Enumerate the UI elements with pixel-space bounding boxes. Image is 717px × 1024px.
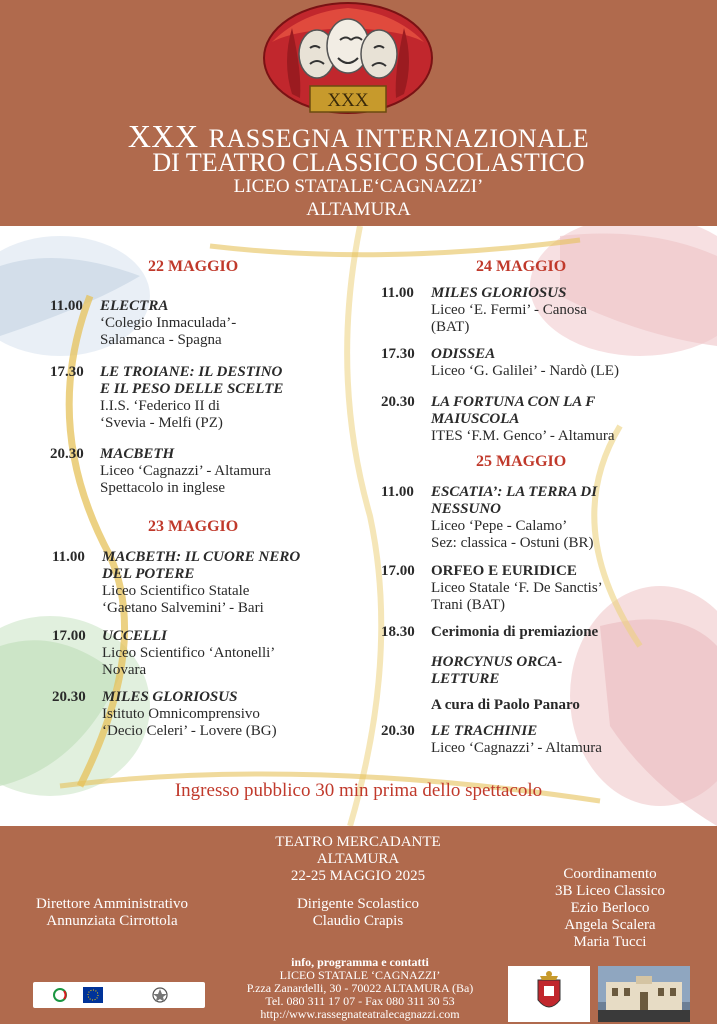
event-time: 17.30 bbox=[381, 346, 415, 362]
day-23-heading: 23 MAGGIO bbox=[148, 518, 239, 535]
event-title: ORFEO E EURIDICE bbox=[431, 563, 577, 579]
event-venue: Novara bbox=[102, 662, 147, 678]
event-venue: Liceo ‘Pepe - Calamo’ bbox=[431, 518, 568, 534]
event-title: HORCYNUS ORCA- bbox=[431, 654, 563, 670]
coordination-person: Angela Scalera bbox=[564, 917, 656, 933]
event-venue: Liceo ‘G. Galilei’ - Nardò (LE) bbox=[431, 363, 619, 379]
event-venue: I.I.S. ‘Federico II di bbox=[100, 398, 220, 414]
event-curator: A cura di Paolo Panaro bbox=[431, 697, 580, 713]
coordination-title: Coordinamento bbox=[563, 866, 657, 882]
event-time: 20.30 bbox=[381, 394, 415, 410]
venue-city: ALTAMURA bbox=[316, 851, 400, 867]
event-venue: ‘Decio Celeri’ - Lovere (BG) bbox=[102, 723, 277, 739]
sponsor-logos bbox=[33, 982, 205, 1008]
header-band bbox=[0, 0, 717, 226]
logo-text: XXX bbox=[327, 90, 369, 111]
festival-title-line2: DI TEATRO CLASSICO SCOLASTICO bbox=[152, 148, 585, 177]
event-venue: Liceo Scientifico Statale bbox=[102, 583, 250, 599]
venue-block bbox=[208, 834, 508, 885]
event-title: MACBETH bbox=[100, 446, 175, 462]
event-time: 17.00 bbox=[52, 628, 86, 644]
coordination-block bbox=[520, 866, 700, 951]
event-title: NESSUNO bbox=[431, 501, 502, 517]
event-time: 11.00 bbox=[381, 484, 414, 500]
info-website[interactable]: http://www.rassegnateatralecagnazzi.com bbox=[260, 1007, 460, 1021]
event-time: 17.30 bbox=[50, 364, 84, 380]
event-title: Cerimonia di premiazione bbox=[431, 624, 599, 640]
event-time: 18.30 bbox=[381, 624, 415, 640]
event-venue: Sez: classica - Ostuni (BR) bbox=[431, 535, 594, 551]
event-title: DEL POTERE bbox=[102, 566, 195, 582]
coesione-logo bbox=[36, 986, 72, 1004]
event-time: 11.00 bbox=[50, 298, 83, 314]
event-title: ESCATIA’: LA TERRA DI bbox=[431, 484, 598, 500]
event-title: UCCELLI bbox=[102, 628, 168, 644]
event-title: LE TRACHINIE bbox=[431, 723, 538, 739]
school-crest bbox=[508, 966, 590, 1022]
director-block bbox=[10, 896, 214, 930]
head-role: Dirigente Scolastico bbox=[296, 896, 420, 912]
school-building-photo bbox=[598, 966, 690, 1022]
day-25-heading: 25 MAGGIO bbox=[476, 453, 567, 470]
program-area bbox=[0, 226, 717, 826]
city-name: ALTAMURA bbox=[306, 199, 411, 220]
event-time: 11.00 bbox=[381, 285, 414, 301]
event-venue: Liceo ‘Cagnazzi’ - Altamura bbox=[100, 463, 271, 479]
head-name: Claudio Crapis bbox=[312, 913, 404, 929]
event-venue: Istituto Omnicomprensivo bbox=[102, 706, 260, 722]
festival-dates: 22-25 MAGGIO 2025 bbox=[290, 868, 426, 884]
event-title: E IL PESO DELLE SCELTE bbox=[100, 381, 284, 397]
event-title: LE TROIANE: IL DESTINO bbox=[100, 364, 283, 380]
theatre-masks-logo bbox=[262, 2, 434, 118]
contact-info bbox=[210, 956, 510, 1021]
event-note: Spettacolo in inglese bbox=[100, 480, 225, 496]
event-time: 20.30 bbox=[52, 689, 86, 705]
event-venue: (BAT) bbox=[431, 319, 470, 335]
event-title: MAIUSCOLA bbox=[431, 411, 520, 427]
coordination-class: 3B Liceo Classico bbox=[555, 883, 665, 899]
event-venue: Liceo ‘Cagnazzi’ - Altamura bbox=[431, 740, 602, 756]
title-line1-text: RASSEGNA INTERNAZIONALE bbox=[208, 124, 590, 153]
coordination-person: Maria Tucci bbox=[573, 934, 647, 950]
event-time: 17.00 bbox=[381, 563, 415, 579]
event-title: MILES GLORIOSUS bbox=[102, 689, 238, 705]
info-phone: Tel. 080 311 17 07 - Fax 080 311 30 53 bbox=[265, 994, 455, 1008]
entry-notice: Ingresso pubblico 30 min prima dello spettacolo bbox=[174, 780, 543, 801]
event-venue: ‘Svevia - Melfi (PZ) bbox=[100, 415, 223, 431]
event-title: LETTURE bbox=[431, 671, 500, 687]
event-time: 20.30 bbox=[50, 446, 84, 462]
info-school: LICEO STATALE ‘CAGNAZZI’ bbox=[279, 968, 441, 982]
footer-band bbox=[0, 826, 717, 1024]
event-time: 20.30 bbox=[381, 723, 415, 739]
edition-number: XXX bbox=[127, 118, 199, 154]
day-24-heading: 24 MAGGIO bbox=[476, 258, 567, 275]
event-venue: ‘Gaetano Salvemini’ - Bari bbox=[102, 600, 264, 616]
director-role: Direttore Amministrativo bbox=[35, 896, 189, 912]
event-title: MILES GLORIOSUS bbox=[431, 285, 567, 301]
event-title: ELECTRA bbox=[100, 298, 169, 314]
event-venue: Liceo Scientifico ‘Antonelli’ bbox=[102, 645, 276, 661]
ministry-emblem bbox=[151, 986, 169, 1004]
event-time: 11.00 bbox=[52, 549, 85, 565]
event-venue: ITES ‘F.M. Genco’ - Altamura bbox=[431, 428, 615, 444]
school-name: LICEO STATALE‘CAGNAZZI’ bbox=[233, 176, 484, 197]
event-title: LA FORTUNA CON LA F bbox=[431, 394, 596, 410]
info-title: info, programma e contatti bbox=[291, 955, 429, 969]
event-title: ODISSEA bbox=[431, 346, 496, 362]
director-name: Annunziata Cirrottola bbox=[46, 913, 178, 929]
event-title: MACBETH: IL CUORE NERO bbox=[102, 549, 301, 565]
venue-name: TEATRO MERCADANTE bbox=[275, 834, 441, 850]
event-venue: Trani (BAT) bbox=[431, 597, 506, 613]
event-venue: ‘Colegio Inmaculada’- bbox=[100, 315, 237, 331]
head-block bbox=[258, 896, 458, 930]
event-venue: Liceo ‘E. Fermi’ - Canosa bbox=[431, 302, 587, 318]
day-22-heading: 22 MAGGIO bbox=[148, 258, 239, 275]
eu-flag-logo bbox=[83, 986, 103, 1004]
event-venue: Salamanca - Spagna bbox=[100, 332, 222, 348]
coordination-person: Ezio Berloco bbox=[570, 900, 650, 916]
event-venue: Liceo Statale ‘F. De Sanctis’ bbox=[431, 580, 603, 596]
info-address: P.zza Zanardelli, 30 - 70022 ALTAMURA (Ba) bbox=[246, 981, 474, 995]
